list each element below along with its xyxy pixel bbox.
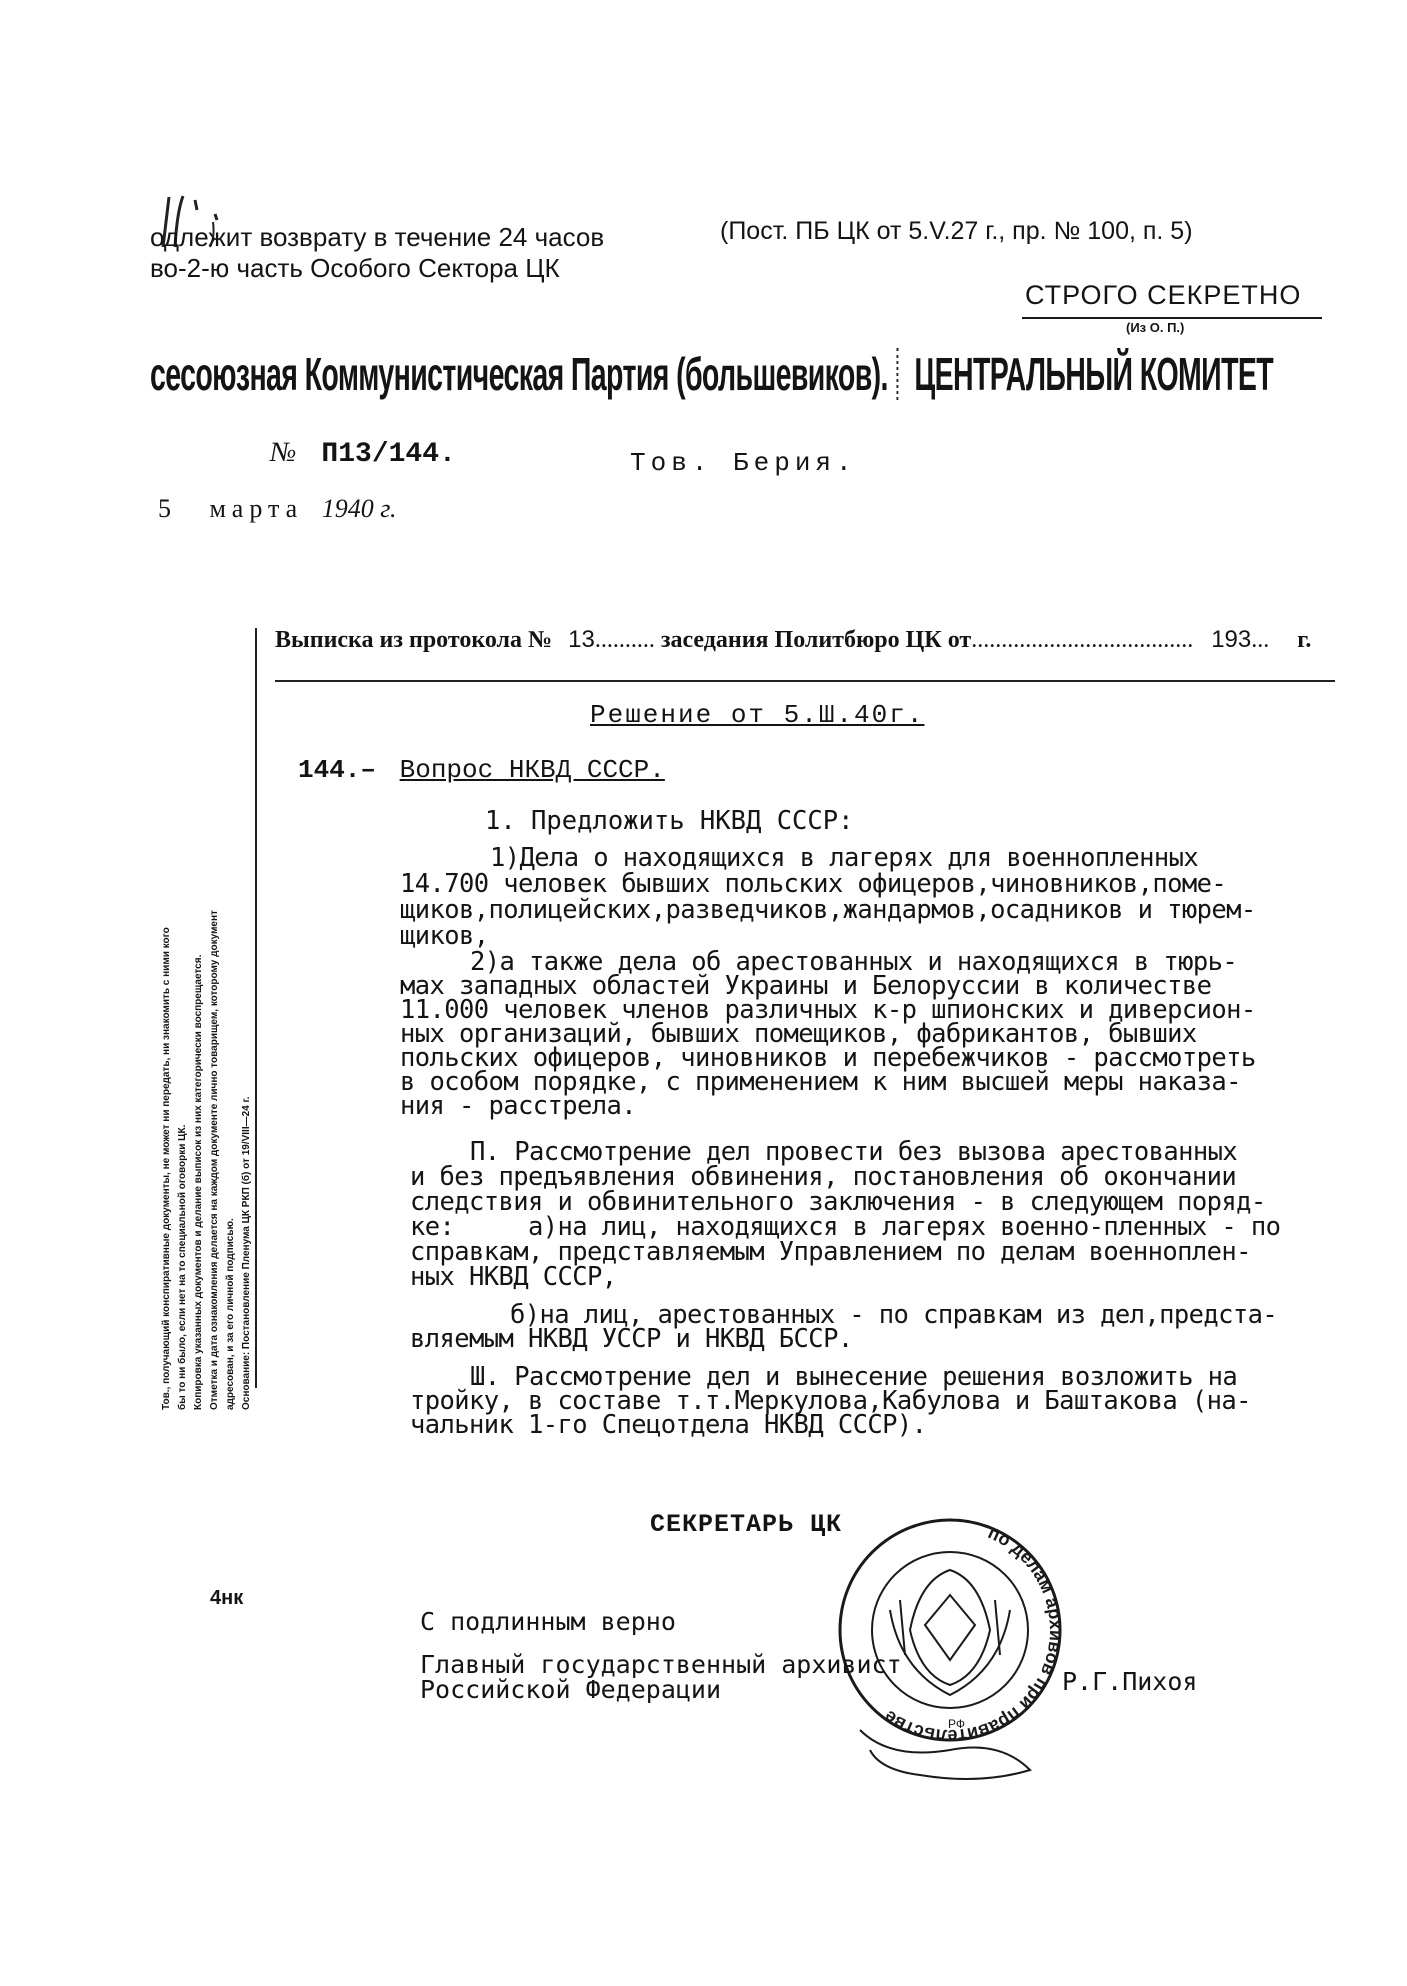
body-line: б)на лиц, арестованных - по справкам из дел,предста- xyxy=(510,1300,1278,1330)
secret-stamp: СТРОГО СЕКРЕТНО xyxy=(1025,280,1302,310)
body-line: чальник 1-го Спецотдела НКВД СССР). xyxy=(410,1410,927,1440)
copies-mark: 4нк xyxy=(210,1587,244,1609)
return-notice-line-1: одлежит возврату в течение 24 часов xyxy=(150,222,605,252)
body-line: справкам, представляемым Управлением по делам военноплен- xyxy=(410,1237,1251,1267)
date-day: 5 xyxy=(158,494,177,523)
party-header xyxy=(150,347,1273,401)
agenda-item xyxy=(298,755,665,785)
body-line: 1)Дела о находящихся в лагерях для военнопленных xyxy=(490,843,1199,873)
margin-rule xyxy=(255,628,257,1388)
body-line: польских офицеров, чиновников и перебежчиков - рассмотреть xyxy=(400,1043,1256,1073)
archivist-title-line-1: Главный государственный архивист xyxy=(420,1650,902,1679)
protocol-number: 13 xyxy=(568,626,595,653)
body-line: ния - расстрела. xyxy=(400,1091,637,1121)
secret-stamp-underline xyxy=(1022,317,1322,319)
body-line: 1. Предложить НКВД СССР: xyxy=(485,806,854,836)
body-line: и без предъявления обвинения, постановления об окончании xyxy=(410,1162,1237,1192)
archivist-name: Р.Г.Пихоя xyxy=(1062,1667,1198,1696)
body-p5 xyxy=(410,1300,1278,1354)
document-date xyxy=(158,494,397,524)
year-suffix: г. xyxy=(1297,627,1312,653)
body-line: ных НКВД СССР, xyxy=(410,1262,617,1292)
return-notice-line-2: во-2-ю часть Особого Сектора ЦК xyxy=(150,253,560,283)
agenda-title: Вопрос НКВД СССР. xyxy=(399,755,665,785)
margin-notice-line: адресован, и за его личной подписью. xyxy=(225,1218,236,1410)
margin-notice-line: бы то ни было, если нет на то специальной оговорки ЦК. xyxy=(177,1124,188,1410)
header-divider xyxy=(897,348,899,400)
secretary-signature-title: СЕКРЕТАРЬ ЦК xyxy=(650,1510,843,1539)
protocol-extract-line: Выписка из протокола № 13.......... заседания Политбюро ЦК от..................................... 193... г. xyxy=(275,626,1312,653)
seal-bottom-text: РФ xyxy=(948,1717,965,1731)
date-month: марта xyxy=(209,494,304,523)
party-name: сесоюзная Коммунистическая Партия (большевиков). xyxy=(150,348,888,400)
archivist-title-line-2: Российской Федерации xyxy=(420,1675,722,1704)
seal-ring-text: по делам архивов при правительстве xyxy=(880,1522,1067,1747)
body-line: щиков,полицейских,разведчиков,жандармов,осадников и тюрем- xyxy=(400,895,1256,925)
agenda-number: 144.– xyxy=(298,755,377,785)
extract-label: Выписка из протокола № xyxy=(275,627,553,653)
body-line: в особом порядке, с применением к ним высшей меры наказа- xyxy=(400,1067,1241,1097)
body-line: ке: а)на лиц, находящихся в лагерях военно-пленных - по xyxy=(410,1212,1281,1242)
body-line: 2)а также дела об арестованных и находящихся в тюрь- xyxy=(470,947,1238,977)
body-line: щиков, xyxy=(400,921,489,951)
certified-copy-note: С подлинным верно xyxy=(420,1607,676,1636)
meeting-label: заседания Политбюро ЦК от xyxy=(660,627,972,653)
archive-seal xyxy=(830,1500,1070,1790)
number-value: П13/144. xyxy=(321,439,456,470)
body-line: тройку, в составе т.т.Меркулова,Кабулова и Баштакова (на- xyxy=(410,1386,1251,1416)
body-p3 xyxy=(400,947,1256,1121)
margin-notice-line: Отметка и дата ознакомления делается на каждом документе лично товарищем, которому документ xyxy=(209,910,220,1410)
number-prefix: № xyxy=(270,437,297,468)
addressee: Тов. Берия. xyxy=(630,448,857,478)
document-number xyxy=(270,437,456,470)
body-line: П. Рассмотрение дел провести без вызова арестованных xyxy=(470,1137,1238,1167)
margin-notice-line: Основание: Постановление Пленума ЦК РКП (б) от 19/VIII—24 г. xyxy=(241,1096,252,1410)
body-p4 xyxy=(410,1137,1281,1292)
meeting-year: 193 xyxy=(1211,626,1252,653)
body-line: 14.700 человек бывших польских офицеров,чиновников,поме- xyxy=(400,869,1227,899)
committee-name: ЦЕНТРАЛЬНЫЙ КОМИТЕТ xyxy=(914,348,1274,400)
body-line: 11.000 человек членов различных к-р шпионских и диверсион- xyxy=(400,995,1256,1025)
margin-notice xyxy=(140,630,260,1410)
secret-stamp-subtitle: (Из О. П.) xyxy=(1126,320,1185,335)
body-line: Ш. Рассмотрение дел и вынесение решения возложить на xyxy=(470,1362,1238,1392)
margin-notice-line: Копировка указанных документов и делание выписок из них категорически воспрещается. xyxy=(193,954,204,1410)
body-line: следствия и обвинительного заключения - в следующем поряд- xyxy=(410,1187,1266,1217)
decision-title: Решение от 5.Ш.40г. xyxy=(590,700,925,730)
body-line: вляемым НКВД УССР и НКВД БССР. xyxy=(410,1324,853,1354)
body-p1 xyxy=(485,806,853,836)
date-year: 1940 г. xyxy=(321,494,397,523)
body-p2 xyxy=(400,845,1256,949)
body-line: мах западных областей Украины и Белоруссии в количестве xyxy=(400,971,1212,1001)
margin-notice-line: Тов., получающий конспиративные документы, не может ни передать, ни знакомить с ними кого xyxy=(161,927,172,1410)
body-line: ных организаций, бывших помещиков, фабрикантов, бывших xyxy=(400,1019,1197,1049)
body-p6 xyxy=(410,1362,1251,1440)
extract-rule xyxy=(275,680,1335,682)
resolution-reference: (Пост. ПБ ЦК от 5.V.27 г., пр. № 100, п. 5) xyxy=(720,217,1193,245)
